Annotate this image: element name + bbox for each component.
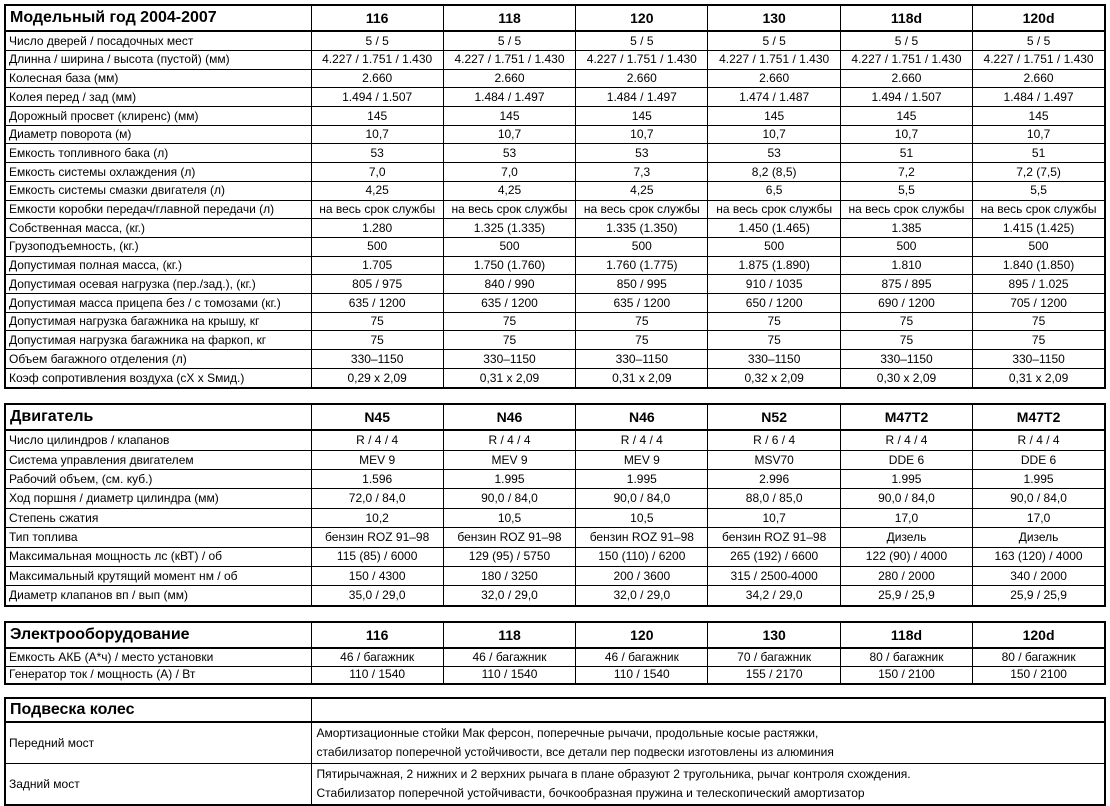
cell-value: 500 (443, 237, 575, 256)
column-header: 120 (576, 622, 708, 648)
cell-value: R / 6 / 4 (708, 430, 840, 450)
cell-value: 88,0 / 85,0 (708, 489, 840, 508)
table-row (5, 489, 1105, 508)
cell-value: 10,7 (443, 125, 575, 144)
cell-value: 163 (120) / 4000 (973, 547, 1105, 566)
cell-value: 705 / 1200 (973, 294, 1105, 313)
cell-value: R / 4 / 4 (973, 430, 1105, 450)
cell-value: 330–1150 (311, 350, 443, 369)
cell-value: 0,32 х 2,09 (708, 368, 840, 388)
cell-value: 4,25 (311, 181, 443, 200)
table-row (5, 508, 1105, 527)
cell-value: 4,25 (443, 181, 575, 200)
row-label: Емкости коробки передач/главной передачи (л) (5, 200, 311, 219)
cell-text (311, 764, 1105, 806)
column-header: 120d (973, 5, 1105, 31)
cell-value: 150 / 2100 (840, 666, 972, 684)
cell-value: 330–1150 (443, 350, 575, 369)
cell-value: 75 (708, 331, 840, 350)
cell-value: 1.450 (1.465) (708, 219, 840, 238)
text-line: Амортизационные стойки Мак ферсон, поперечные рычачи, продольные косые растяжки, (316, 726, 819, 740)
cell-value: 1.995 (973, 470, 1105, 489)
row-label: Генератор ток / мощность (А) / Вт (5, 666, 311, 684)
column-header: 118 (443, 622, 575, 648)
cell-value: 145 (576, 107, 708, 126)
row-label: Грузоподъемность, (кг.) (5, 237, 311, 256)
row-label: Задний мост (5, 764, 311, 806)
cell-value: 4.227 / 1.751 / 1.430 (311, 50, 443, 69)
cell-value: 340 / 2000 (973, 566, 1105, 585)
cell-value: 265 (192) / 6600 (708, 547, 840, 566)
column-header: 120d (973, 622, 1105, 648)
cell-value: 46 / багажник (311, 648, 443, 666)
section-header-row (5, 698, 1105, 722)
row-label: Диаметр поворота (м) (5, 125, 311, 144)
cell-value: 910 / 1035 (708, 275, 840, 294)
engine-table (4, 403, 1106, 607)
cell-value: 110 / 1540 (311, 666, 443, 684)
cell-value: 5,5 (973, 181, 1105, 200)
cell-value: 51 (973, 144, 1105, 163)
cell-value: 80 / багажник (840, 648, 972, 666)
cell-value: 75 (311, 331, 443, 350)
column-header: 130 (708, 5, 840, 31)
cell-value: 840 / 990 (443, 275, 575, 294)
cell-value: 1.705 (311, 256, 443, 275)
cell-value: 75 (840, 331, 972, 350)
cell-value: 53 (708, 144, 840, 163)
cell-value: 1.596 (311, 470, 443, 489)
row-label: Длинна / ширина / высота (пустой) (мм) (5, 50, 311, 69)
cell-value: MEV 9 (576, 450, 708, 469)
cell-value: 895 / 1.025 (973, 275, 1105, 294)
cell-value: бензин ROZ 91–98 (443, 528, 575, 547)
cell-value: 7,2 (840, 163, 972, 182)
cell-value: R / 4 / 4 (840, 430, 972, 450)
cell-value: на весь срок службы (576, 200, 708, 219)
table-row (5, 125, 1105, 144)
cell-value: 10,5 (576, 508, 708, 527)
cell-value: 110 / 1540 (576, 666, 708, 684)
column-header: 118d (840, 622, 972, 648)
row-label: Допустимая нагрузка багажника на фаркоп, кг (5, 331, 311, 350)
electrical-table (4, 621, 1106, 685)
cell-value: 90,0 / 84,0 (576, 489, 708, 508)
row-label: Передний мост (5, 722, 311, 764)
text-line: Стабилизатор поперечной устойчивасти, бочкообразная пружина и телескопический амортизатор (316, 786, 865, 800)
cell-value: 7,3 (576, 163, 708, 182)
cell-value: 75 (443, 312, 575, 331)
cell-value: 5 / 5 (840, 31, 972, 50)
cell-value: 4.227 / 1.751 / 1.430 (840, 50, 972, 69)
cell-value: 32,0 / 29,0 (576, 586, 708, 606)
cell-value: 17,0 (840, 508, 972, 527)
cell-value: DDE 6 (840, 450, 972, 469)
cell-value: 5 / 5 (311, 31, 443, 50)
cell-value: 90,0 / 84,0 (443, 489, 575, 508)
table-row (5, 294, 1105, 313)
cell-value: 150 / 2100 (973, 666, 1105, 684)
cell-value: MEV 9 (311, 450, 443, 469)
table-row (5, 88, 1105, 107)
section-title: Подвеска колес (5, 698, 311, 722)
row-label: Допустимая нагрузка багажника на крышу, кг (5, 312, 311, 331)
cell-value: 75 (576, 331, 708, 350)
cell-value: 1.494 / 1.507 (840, 88, 972, 107)
section-header-row (5, 622, 1105, 648)
cell-value: 635 / 1200 (443, 294, 575, 313)
cell-value: 1.280 (311, 219, 443, 238)
cell-value: 5,5 (840, 181, 972, 200)
section-header-row (5, 5, 1105, 31)
cell-value: на весь срок службы (708, 200, 840, 219)
cell-value: 155 / 2170 (708, 666, 840, 684)
cell-value: 10,7 (973, 125, 1105, 144)
cell-value: 315 / 2500-4000 (708, 566, 840, 585)
row-label: Допустимая масса прицепа без / с томозами (кг.) (5, 294, 311, 313)
empty-header-cell (311, 698, 1105, 722)
cell-value: 145 (708, 107, 840, 126)
cell-value: 2.660 (708, 69, 840, 88)
row-label: Тип топлива (5, 528, 311, 547)
table-row (5, 50, 1105, 69)
cell-value: 145 (311, 107, 443, 126)
table-row (5, 547, 1105, 566)
cell-value: 75 (311, 312, 443, 331)
cell-value: 10,5 (443, 508, 575, 527)
table-row (5, 163, 1105, 182)
cell-value: 500 (576, 237, 708, 256)
cell-value: на весь срок службы (840, 200, 972, 219)
table-row (5, 528, 1105, 547)
cell-value: 4.227 / 1.751 / 1.430 (973, 50, 1105, 69)
table-row (5, 256, 1105, 275)
column-header: N45 (311, 404, 443, 430)
cell-value: Дизель (973, 528, 1105, 547)
cell-value: 150 / 4300 (311, 566, 443, 585)
row-label: Допустимая осевая нагрузка (пер./зад.), (кг.) (5, 275, 311, 294)
cell-value: 1.325 (1.335) (443, 219, 575, 238)
cell-value: 1.875 (1.890) (708, 256, 840, 275)
cell-value: на весь срок службы (443, 200, 575, 219)
row-label: Емкость АКБ (А*ч) / место установки (5, 648, 311, 666)
section-title: Двигатель (5, 404, 311, 430)
cell-value: R / 4 / 4 (576, 430, 708, 450)
table-row (5, 312, 1105, 331)
table-row (5, 181, 1105, 200)
row-label: Колесная база (мм) (5, 69, 311, 88)
cell-value: 72,0 / 84,0 (311, 489, 443, 508)
table-row (5, 586, 1105, 606)
column-header: 116 (311, 622, 443, 648)
cell-value: 4,25 (576, 181, 708, 200)
cell-value: 35,0 / 29,0 (311, 586, 443, 606)
cell-value: 8,2 (8,5) (708, 163, 840, 182)
cell-value: 0,31 х 2,09 (443, 368, 575, 388)
table-row (5, 666, 1105, 684)
row-label: Объем багажного отделения (л) (5, 350, 311, 369)
row-label: Емкость топливного бака (л) (5, 144, 311, 163)
cell-value: 5 / 5 (708, 31, 840, 50)
cell-value: 46 / багажник (576, 648, 708, 666)
cell-value: MSV70 (708, 450, 840, 469)
cell-value: 6,5 (708, 181, 840, 200)
text-line: Пятирычажная, 2 нижних и 2 верхних рычага в плане образуют 2 тругольника, рычаг контроля схождения. (316, 767, 911, 781)
row-label: Дорожный просвет (клиренс) (мм) (5, 107, 311, 126)
row-label: Коэф сопротивления воздуха (сХ х Sмид.) (5, 368, 311, 388)
cell-value: 1.995 (840, 470, 972, 489)
cell-value: 1.995 (443, 470, 575, 489)
cell-value: 0,31 х 2,09 (576, 368, 708, 388)
column-header: 116 (311, 5, 443, 31)
column-header: 118d (840, 5, 972, 31)
cell-value: 75 (973, 331, 1105, 350)
cell-value: 1.474 / 1.487 (708, 88, 840, 107)
cell-value: 10,7 (576, 125, 708, 144)
cell-value: 25,9 / 25,9 (840, 586, 972, 606)
cell-value: 4.227 / 1.751 / 1.430 (708, 50, 840, 69)
row-label: Колея перед / зад (мм) (5, 88, 311, 107)
cell-value: 1.840 (1.850) (973, 256, 1105, 275)
column-header: N46 (576, 404, 708, 430)
table-row (5, 237, 1105, 256)
row-label: Максимальная мощность лс (кВТ) / об (5, 547, 311, 566)
row-label: Диаметр клапанов вп / вып (мм) (5, 586, 311, 606)
cell-value: 34,2 / 29,0 (708, 586, 840, 606)
table-row (5, 450, 1105, 469)
cell-value: 70 / багажник (708, 648, 840, 666)
cell-value: 1.995 (576, 470, 708, 489)
cell-value: 4.227 / 1.751 / 1.430 (576, 50, 708, 69)
row-label: Емкость системы охлаждения (л) (5, 163, 311, 182)
cell-value: 145 (973, 107, 1105, 126)
cell-value: на весь срок службы (311, 200, 443, 219)
cell-value: 4.227 / 1.751 / 1.430 (443, 50, 575, 69)
table-row (5, 648, 1105, 666)
cell-value: 17,0 (973, 508, 1105, 527)
column-header: M47T2 (973, 404, 1105, 430)
cell-value: 5 / 5 (973, 31, 1105, 50)
cell-value: 2.660 (576, 69, 708, 88)
cell-value: 53 (311, 144, 443, 163)
cell-value: 1.385 (840, 219, 972, 238)
cell-value: 25,9 / 25,9 (973, 586, 1105, 606)
cell-value: 10,7 (840, 125, 972, 144)
cell-value: 875 / 895 (840, 275, 972, 294)
section-title: Модельный год 2004-2007 (5, 5, 311, 31)
cell-value: 0,30 х 2,09 (840, 368, 972, 388)
cell-value: 2.660 (443, 69, 575, 88)
cell-value: 1.810 (840, 256, 972, 275)
section-header-row (5, 404, 1105, 430)
cell-value: 850 / 995 (576, 275, 708, 294)
cell-value: 51 (840, 144, 972, 163)
row-label: Рабочий объем, (см. куб.) (5, 470, 311, 489)
cell-value: 32,0 / 29,0 (443, 586, 575, 606)
text-line: стабилизатор поперечной устойчивости, все детали пер подвески изготовлены из алюминия (316, 745, 834, 759)
cell-value: R / 4 / 4 (311, 430, 443, 450)
row-label: Число цилиндров / клапанов (5, 430, 311, 450)
cell-value: 75 (973, 312, 1105, 331)
table-row (5, 200, 1105, 219)
cell-value: 2.660 (973, 69, 1105, 88)
cell-value: 500 (311, 237, 443, 256)
row-label: Ход поршня / диаметр цилиндра (мм) (5, 489, 311, 508)
cell-value: 10,7 (708, 125, 840, 144)
cell-text (311, 722, 1105, 764)
cell-value: 80 / багажник (973, 648, 1105, 666)
cell-value: 115 (85) / 6000 (311, 547, 443, 566)
cell-value: DDE 6 (973, 450, 1105, 469)
cell-value: 0,29 х 2,09 (311, 368, 443, 388)
cell-value: 1.494 / 1.507 (311, 88, 443, 107)
cell-value: 75 (708, 312, 840, 331)
table-row (5, 331, 1105, 350)
cell-value: 5 / 5 (443, 31, 575, 50)
cell-value: 2.660 (311, 69, 443, 88)
cell-value: 1.760 (1.775) (576, 256, 708, 275)
cell-value: 53 (443, 144, 575, 163)
table-row (5, 566, 1105, 585)
row-label: Максимальный крутящий момент нм / об (5, 566, 311, 585)
row-label: Число дверей / посадочных мест (5, 31, 311, 50)
row-label: Система управления двигателем (5, 450, 311, 469)
table-row (5, 430, 1105, 450)
table-row (5, 722, 1105, 764)
cell-value: 690 / 1200 (840, 294, 972, 313)
cell-value: бензин ROZ 91–98 (576, 528, 708, 547)
cell-value: 5 / 5 (576, 31, 708, 50)
column-header: 120 (576, 5, 708, 31)
cell-value: 75 (576, 312, 708, 331)
table-row (5, 219, 1105, 238)
cell-value: 110 / 1540 (443, 666, 575, 684)
table-row (5, 107, 1105, 126)
cell-value: 0,31 х 2,09 (973, 368, 1105, 388)
cell-value: 7,2 (7,5) (973, 163, 1105, 182)
table-row (5, 31, 1105, 50)
cell-value: 635 / 1200 (311, 294, 443, 313)
cell-value: 500 (973, 237, 1105, 256)
cell-value: бензин ROZ 91–98 (708, 528, 840, 547)
cell-value: 500 (840, 237, 972, 256)
cell-value: 75 (840, 312, 972, 331)
cell-value: 1.484 / 1.497 (443, 88, 575, 107)
column-header: 130 (708, 622, 840, 648)
cell-value: 1.750 (1.760) (443, 256, 575, 275)
row-label: Допустимая полная масса, (кг.) (5, 256, 311, 275)
cell-value: 330–1150 (708, 350, 840, 369)
cell-value: 1.484 / 1.497 (973, 88, 1105, 107)
cell-value: 330–1150 (973, 350, 1105, 369)
cell-value: 145 (443, 107, 575, 126)
cell-value: 635 / 1200 (576, 294, 708, 313)
table-row (5, 470, 1105, 489)
cell-value: 500 (708, 237, 840, 256)
cell-value: 2.996 (708, 470, 840, 489)
cell-value: 2.660 (840, 69, 972, 88)
cell-value: 10,7 (311, 125, 443, 144)
cell-value: 200 / 3600 (576, 566, 708, 585)
cell-value: 650 / 1200 (708, 294, 840, 313)
row-label: Степень сжатия (5, 508, 311, 527)
cell-value: Дизель (840, 528, 972, 547)
cell-value: 1.484 / 1.497 (576, 88, 708, 107)
cell-value: 805 / 975 (311, 275, 443, 294)
row-label: Собственная масса, (кг.) (5, 219, 311, 238)
cell-value: 75 (443, 331, 575, 350)
cell-value: 150 (110) / 6200 (576, 547, 708, 566)
cell-value: 129 (95) / 5750 (443, 547, 575, 566)
cell-value: MEV 9 (443, 450, 575, 469)
cell-value: 145 (840, 107, 972, 126)
cell-value: 1.415 (1.425) (973, 219, 1105, 238)
cell-value: 90,0 / 84,0 (973, 489, 1105, 508)
table-row (5, 69, 1105, 88)
table-row (5, 764, 1105, 806)
cell-value: 7,0 (311, 163, 443, 182)
cell-value: 90,0 / 84,0 (840, 489, 972, 508)
table-row (5, 350, 1105, 369)
cell-value: на весь срок службы (973, 200, 1105, 219)
cell-value: 10,7 (708, 508, 840, 527)
column-header: N52 (708, 404, 840, 430)
table-row (5, 368, 1105, 388)
suspension-table (4, 697, 1106, 806)
cell-value: 330–1150 (576, 350, 708, 369)
row-label: Емкость системы смазки двигателя (л) (5, 181, 311, 200)
table-row (5, 144, 1105, 163)
cell-value: R / 4 / 4 (443, 430, 575, 450)
cell-value: 10,2 (311, 508, 443, 527)
cell-value: 330–1150 (840, 350, 972, 369)
column-header: M47T2 (840, 404, 972, 430)
cell-value: 1.335 (1.350) (576, 219, 708, 238)
cell-value: 53 (576, 144, 708, 163)
column-header: 118 (443, 5, 575, 31)
cell-value: 122 (90) / 4000 (840, 547, 972, 566)
cell-value: 180 / 3250 (443, 566, 575, 585)
section-title: Электрооборудование (5, 622, 311, 648)
cell-value: 280 / 2000 (840, 566, 972, 585)
cell-value: бензин ROZ 91–98 (311, 528, 443, 547)
model-year-table (4, 4, 1106, 389)
cell-value: 7,0 (443, 163, 575, 182)
column-header: N46 (443, 404, 575, 430)
table-row (5, 275, 1105, 294)
cell-value: 46 / багажник (443, 648, 575, 666)
